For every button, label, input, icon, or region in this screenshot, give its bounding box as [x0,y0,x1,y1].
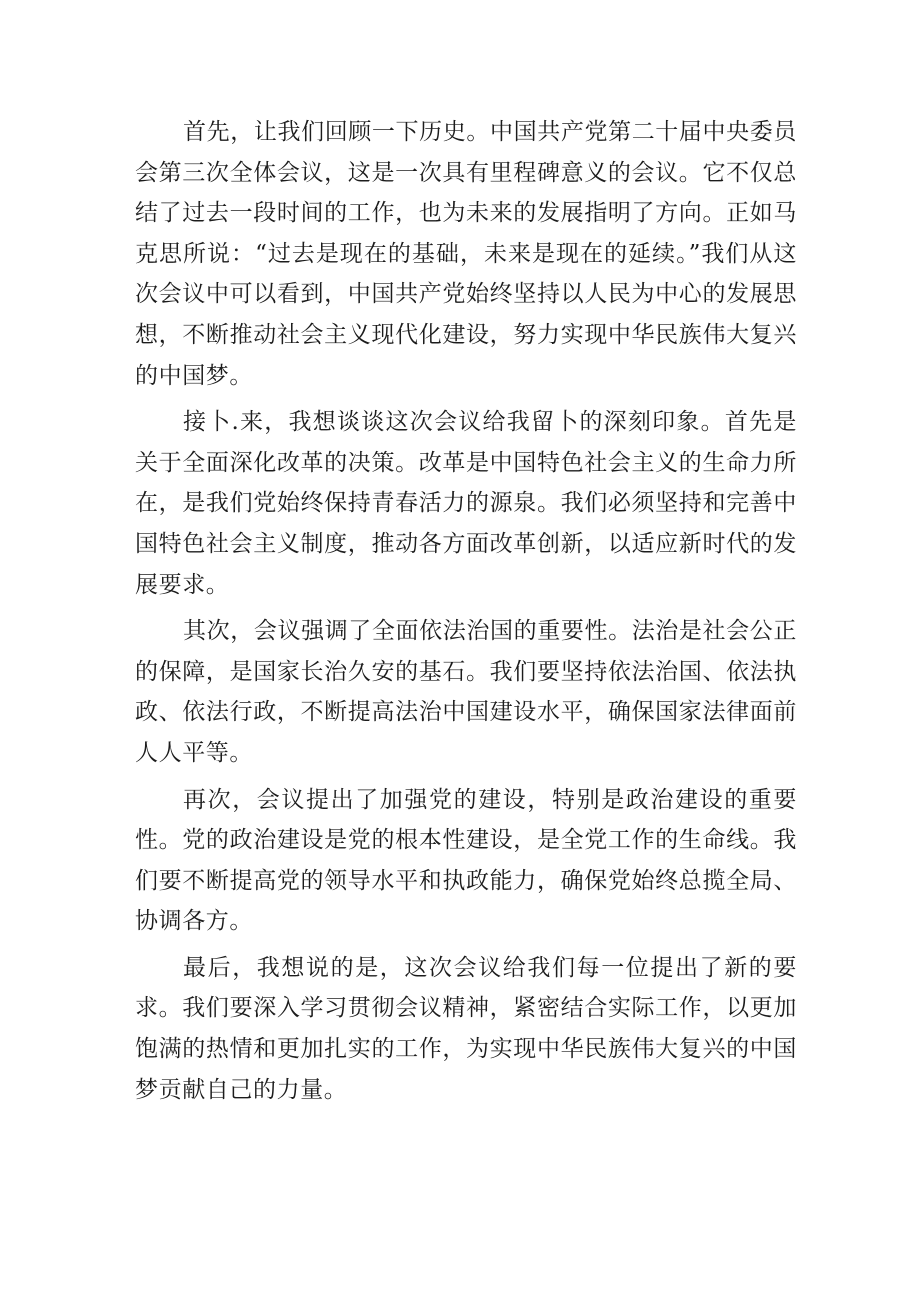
paragraph-conclusion: 最后，我想说的是，这次会议给我们每一位提出了新的要求。我们要深入学习贯彻会议精神，紧密结合实际工作，以更加饱满的热情和更加扎实的工作，为实现中华民族伟大复兴的中国梦贡献自己的力量。 [135,954,797,1103]
paragraph-party-building: 再次，会议提出了加强党的建设，特别是政治建设的重要性。党的政治建设是党的根本性建设，是全党工作的生命线。我们要不断提高党的领导水平和执政能力，确保党始终总揽全局、协调各方。 [135,786,797,935]
paragraph-reform: 接卜.来，我想谈谈这次会议给我留卜的深刻印象。首先是关于全面深化改革的决策。改革是中国特色社会主义的生命力所在，是我们党始终保持青春活力的源泉。我们必须坚持和完善中国特色社会主义制度，推动各方面改革创新，以适应新时代的发展要求。 [135,409,797,598]
document-body [135,112,797,1116]
paragraph-history: 首先，让我们回顾一下历史。中国共产党第二十届中央委员会第三次全体会议，这是一次具有里程碑意义的会议。它不仅总结了过去一段时间的工作，也为未来的发展指明了方向。正如马克思所说：“过去是现在的基础，未来是现在的延续。”我们从这次会议中可以看到，中国共产党始终坚持以人民为中心的发展思想，不断推动社会主义现代化建设，努力实现中华民族伟大复兴的中国梦。 [135,119,797,389]
paragraph-rule-of-law: 其次，会议强调了全面依法治国的重要性。法治是社会公正的保障，是国家长治久安的基石。我们要坚持依法治国、依法执政、依法行政，不断提高法治中国建设水平，确保国家法律面前人人平等。 [135,618,797,766]
